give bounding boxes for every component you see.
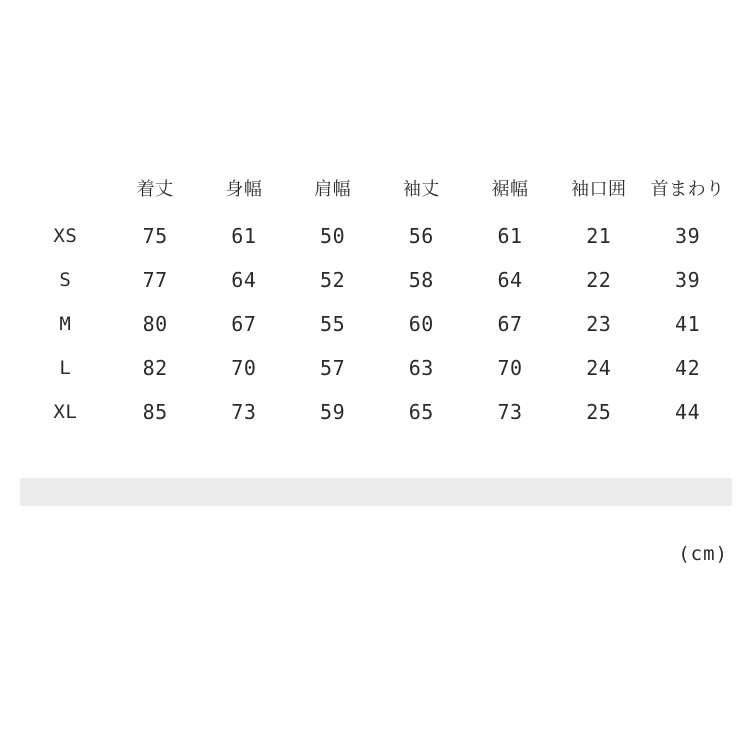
column-header-3: 袖丈 — [402, 179, 440, 200]
cell-xl-4: 73 — [497, 400, 523, 424]
cell-l-4: 70 — [497, 356, 523, 380]
table-row — [20, 258, 732, 302]
cell-xl-6: 44 — [675, 400, 701, 424]
cell-xs-2: 50 — [320, 224, 346, 248]
cell-l-3: 63 — [408, 356, 434, 380]
divider-band — [20, 478, 732, 506]
row-label-xl: XL — [53, 400, 78, 423]
cell-s-4: 64 — [497, 268, 523, 292]
cell-xs-0: 75 — [142, 224, 168, 248]
row-label-l: L — [59, 356, 72, 379]
unit-note: (cm) — [678, 543, 728, 565]
cell-s-5: 22 — [586, 268, 612, 292]
table-body — [20, 214, 732, 434]
cell-s-3: 58 — [408, 268, 434, 292]
table-row — [20, 346, 732, 390]
cell-l-1: 70 — [231, 356, 257, 380]
column-header-1: 身幅 — [225, 179, 263, 200]
cell-m-6: 41 — [675, 312, 701, 336]
cell-xs-4: 61 — [497, 224, 523, 248]
cell-s-2: 52 — [320, 268, 346, 292]
row-label-s: S — [59, 268, 72, 291]
table-row — [20, 302, 732, 346]
cell-xl-5: 25 — [586, 400, 612, 424]
row-label-xs: XS — [53, 224, 78, 247]
size-chart-table — [20, 168, 732, 434]
cell-m-4: 67 — [497, 312, 523, 336]
cell-m-0: 80 — [142, 312, 168, 336]
table-header — [20, 168, 732, 214]
table-row — [20, 214, 732, 258]
cell-xs-5: 21 — [586, 224, 612, 248]
column-header-0: 着丈 — [136, 179, 174, 200]
cell-s-1: 64 — [231, 268, 257, 292]
cell-l-6: 42 — [675, 356, 701, 380]
cell-xs-6: 39 — [675, 224, 701, 248]
cell-l-0: 82 — [142, 356, 168, 380]
cell-l-2: 57 — [320, 356, 346, 380]
cell-s-6: 39 — [675, 268, 701, 292]
cell-xl-0: 85 — [142, 400, 168, 424]
column-header-5: 袖口囲 — [571, 179, 627, 200]
table-corner-header — [20, 168, 111, 214]
column-header-4: 裾幅 — [491, 179, 529, 200]
cell-m-5: 23 — [586, 312, 612, 336]
cell-xs-3: 56 — [408, 224, 434, 248]
cell-s-0: 77 — [142, 268, 168, 292]
row-label-m: M — [59, 312, 72, 335]
table-row — [20, 390, 732, 434]
cell-xl-1: 73 — [231, 400, 257, 424]
cell-m-3: 60 — [408, 312, 434, 336]
cell-xl-2: 59 — [320, 400, 346, 424]
cell-m-1: 67 — [231, 312, 257, 336]
cell-m-2: 55 — [320, 312, 346, 336]
column-header-6: 首まわり — [650, 179, 725, 200]
table-header-row — [20, 168, 732, 214]
column-header-2: 肩幅 — [314, 179, 352, 200]
cell-xs-1: 61 — [231, 224, 257, 248]
cell-xl-3: 65 — [408, 400, 434, 424]
cell-l-5: 24 — [586, 356, 612, 380]
